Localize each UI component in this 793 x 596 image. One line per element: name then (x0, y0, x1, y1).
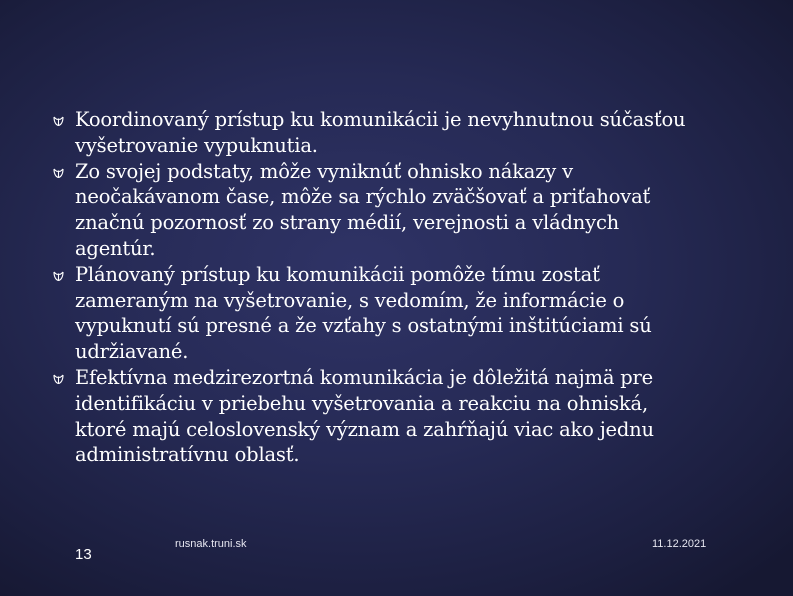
bullet-text: Koordinovaný prístup ku komunikácii je nevyhnutnou súčasťou vyšetrovanie vypuknutia. (75, 108, 686, 157)
bullet-item (52, 262, 702, 365)
bullet-item (52, 365, 702, 468)
bullet-item (52, 107, 702, 159)
flower-bullet-icon (52, 116, 65, 127)
flower-bullet-icon (52, 168, 65, 179)
page-number: 13 (75, 546, 92, 563)
bullet-text: Efektívna medzirezortná komunikácia je dôležitá najmä pre identifikáciu v priebehu vyšetrovania a reakciu na ohniská, ktoré majú celoslovenský význam a zahŕňajú viac ako jednu administratívnu oblasť. (75, 365, 654, 467)
footer-website: rusnak.truni.sk (175, 538, 247, 550)
footer-date: 11.12.2021 (652, 538, 707, 550)
bullet-list (52, 107, 702, 468)
flower-bullet-icon (52, 271, 65, 282)
flower-bullet-icon (52, 374, 65, 385)
bullet-text: Plánovaný prístup ku komunikácii pomôže tímu zostať zameraným na vyšetrovanie, s vedomím, že informácie o vypuknutí sú presné a že vzťahy s ostatnými inštitúciami sú udržiavané. (75, 262, 652, 364)
bullet-item (52, 159, 702, 262)
bullet-text: Zo svojej podstaty, môže vyniknúť ohnisko nákazy v neočakávanom čase, môže sa rýchlo zväčšovať a priťahovať značnú pozornosť zo strany médií, verejnosti a vládnych agentúr. (75, 159, 651, 260)
